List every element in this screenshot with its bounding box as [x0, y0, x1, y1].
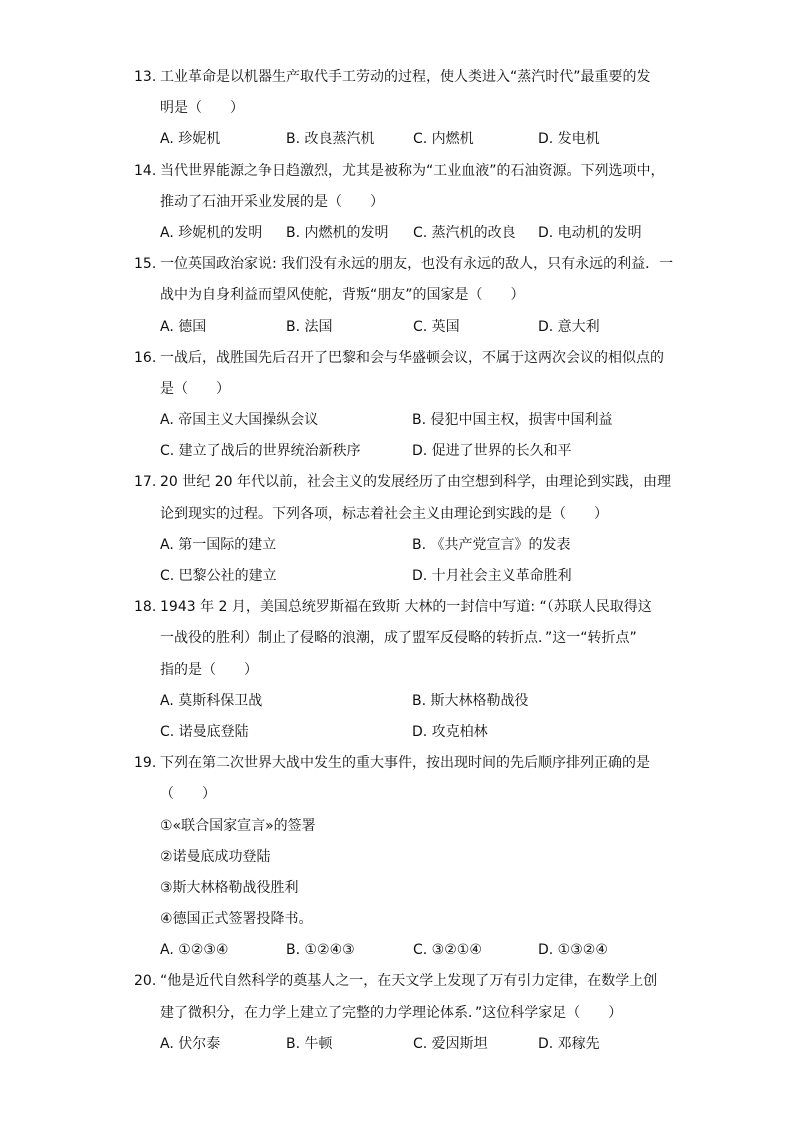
- option-row: [160, 686, 674, 717]
- question-line: [134, 249, 674, 280]
- question-number: 19.: [134, 755, 157, 772]
- question-line: [134, 467, 674, 498]
- answer-option[interactable]: D. 发电机: [538, 131, 600, 148]
- question-line: [134, 374, 674, 405]
- answer-option[interactable]: A. 珍妮机的发明: [160, 224, 263, 241]
- answer-option[interactable]: C. 建立了战后的世界统治新秩序: [160, 443, 361, 460]
- question-text: 一战后，战胜国先后召开了巴黎和会与华盛顿会议，不属于这两次会议的相似点的: [160, 349, 664, 366]
- statement-item: ②诺曼底成功登陆: [160, 848, 271, 865]
- question-text: （ ）: [160, 786, 216, 803]
- question-text: 推动了石油开采业发展的是（ ）: [160, 193, 384, 210]
- answer-option[interactable]: C. 诺曼底登陆: [160, 723, 249, 740]
- question-line: [134, 966, 674, 997]
- question-number: 15.: [134, 256, 157, 273]
- question-number: 14.: [134, 162, 157, 179]
- answer-option[interactable]: B. 内燃机的发明: [286, 224, 389, 241]
- question-18: [134, 592, 674, 748]
- answer-option[interactable]: B. 《共产党宣言》的发表: [412, 536, 571, 553]
- answer-option[interactable]: C. 爱因斯坦: [413, 1035, 488, 1052]
- answer-option[interactable]: B. 侵犯中国主权，损害中国利益: [412, 412, 613, 429]
- question-line: [134, 187, 674, 218]
- answer-option[interactable]: C. 蒸汽机的改良: [413, 224, 516, 241]
- option-row: [160, 405, 674, 436]
- question-17: [134, 467, 674, 592]
- option-row: [160, 124, 674, 155]
- statement-item: ③斯大林格勒战役胜利: [160, 879, 299, 896]
- option-row: [160, 218, 674, 249]
- answer-option[interactable]: D. ①③②④: [538, 942, 608, 959]
- answer-option[interactable]: A. 德国: [160, 318, 207, 335]
- statement-item: ④德国正式签署投降书。: [160, 911, 313, 928]
- question-line: [134, 998, 674, 1029]
- answer-option[interactable]: B. ①②④③: [286, 942, 355, 959]
- option-row: [160, 312, 674, 343]
- question-13: [134, 62, 674, 156]
- question-line: [134, 93, 674, 124]
- question-text: 明是（ ）: [160, 100, 244, 117]
- question-line: [134, 655, 674, 686]
- question-text: 当代世界能源之争日趋激烈，尤其是被称为“工业血液”的石油资源。下列选项中，: [160, 162, 665, 179]
- answer-option[interactable]: A. 第一国际的建立: [160, 536, 277, 553]
- question-line: [134, 779, 674, 810]
- answer-option[interactable]: B. 改良蒸汽机: [286, 131, 375, 148]
- question-text: “他是近代自然科学的奠基人之一，在天文学上发现了万有引力定律，在数学上创: [160, 973, 658, 990]
- question-line: [134, 62, 674, 93]
- statement-item: ①«联合国家宣言»的签署: [160, 817, 316, 834]
- answer-option[interactable]: D. 促进了世界的长久和平: [412, 443, 572, 460]
- question-text: 建了微积分，在力学上建立了完整的力学理论体系．”这位科学家足（ ）: [160, 1004, 623, 1021]
- answer-option[interactable]: D. 邓稼先: [538, 1035, 600, 1052]
- answer-option[interactable]: D. 意大利: [538, 318, 600, 335]
- question-16: [134, 343, 674, 468]
- answer-option[interactable]: B. 斯大林格勒战役: [412, 692, 529, 709]
- answer-option[interactable]: D. 攻克柏林: [412, 723, 488, 740]
- question-text: 20 世纪 20 年代以前，社会主义的发展经历了由空想到科学，由理论到实践，由理: [160, 474, 671, 491]
- question-text: 是（ ）: [160, 380, 230, 397]
- question-line: [134, 592, 674, 623]
- answer-option[interactable]: A. 伏尔泰: [160, 1035, 221, 1052]
- question-text: 战中为自身利益而望风使舵，背叛“朋友”的国家是（ ）: [160, 287, 525, 304]
- answer-option[interactable]: D. 电动机的发明: [538, 224, 642, 241]
- question-text: 1943 年 2 月，美国总统罗斯福在致斯 大林的一封信中写道: “（苏联人民取得这: [160, 599, 652, 616]
- question-text: 一位英国政治家说: 我们没有永远的朋友，也没有永远的敌人，只有永远的利益．一: [160, 256, 674, 273]
- question-20: [134, 966, 674, 1060]
- question-number: 13.: [134, 69, 157, 85]
- answer-option[interactable]: A. 帝国主义大国操纵会议: [160, 412, 319, 429]
- option-row: [160, 717, 674, 748]
- question-line: [134, 156, 674, 187]
- question-text: 一战役的胜利）制止了侵略的浪潮，成了盟军反侵略的转折点．”这一“转折点”: [160, 630, 637, 647]
- question-text: 论到现实的过程。下列各项，标志着社会主义由理论到实践的是（ ）: [160, 505, 608, 522]
- option-row: [160, 935, 674, 966]
- question-14: [134, 156, 674, 250]
- answer-option[interactable]: D. 十月社会主义革命胜利: [412, 568, 572, 584]
- question-number: 20.: [134, 973, 157, 990]
- answer-option[interactable]: C. ③②①④: [413, 942, 482, 959]
- question-text: 下列在第二次世界大战中发生的重大事件，按出现时间的先后顺序排列正确的是: [160, 755, 650, 772]
- option-row: [160, 530, 674, 561]
- answer-option[interactable]: A. 莫斯科保卫战: [160, 692, 263, 709]
- option-row: [160, 436, 674, 467]
- question-number: 18.: [134, 599, 157, 616]
- answer-option[interactable]: A. ①②③④: [160, 942, 229, 959]
- question-number: 17.: [134, 474, 157, 491]
- question-line: [134, 748, 674, 779]
- answer-option[interactable]: C. 巴黎公社的建立: [160, 568, 277, 584]
- question-text: 指的是（ ）: [160, 661, 258, 678]
- answer-option[interactable]: B. 法国: [286, 318, 333, 335]
- question-line: [134, 343, 674, 374]
- option-row: [160, 1029, 674, 1060]
- option-row: [160, 561, 674, 592]
- question-line: [134, 623, 674, 654]
- question-19: [134, 748, 674, 966]
- answer-option[interactable]: B. 牛顿: [286, 1035, 333, 1052]
- question-line: [134, 280, 674, 311]
- answer-option[interactable]: A. 珍妮机: [160, 131, 221, 148]
- question-line: [134, 499, 674, 530]
- answer-option[interactable]: C. 英国: [413, 318, 460, 335]
- question-15: [134, 249, 674, 343]
- answer-option[interactable]: C. 内燃机: [413, 131, 474, 148]
- question-number: 16.: [134, 349, 157, 366]
- question-text: 工业革命是以机器生产取代手工劳动的过程，使人类进入“蒸汽时代”最重要的发: [160, 69, 651, 85]
